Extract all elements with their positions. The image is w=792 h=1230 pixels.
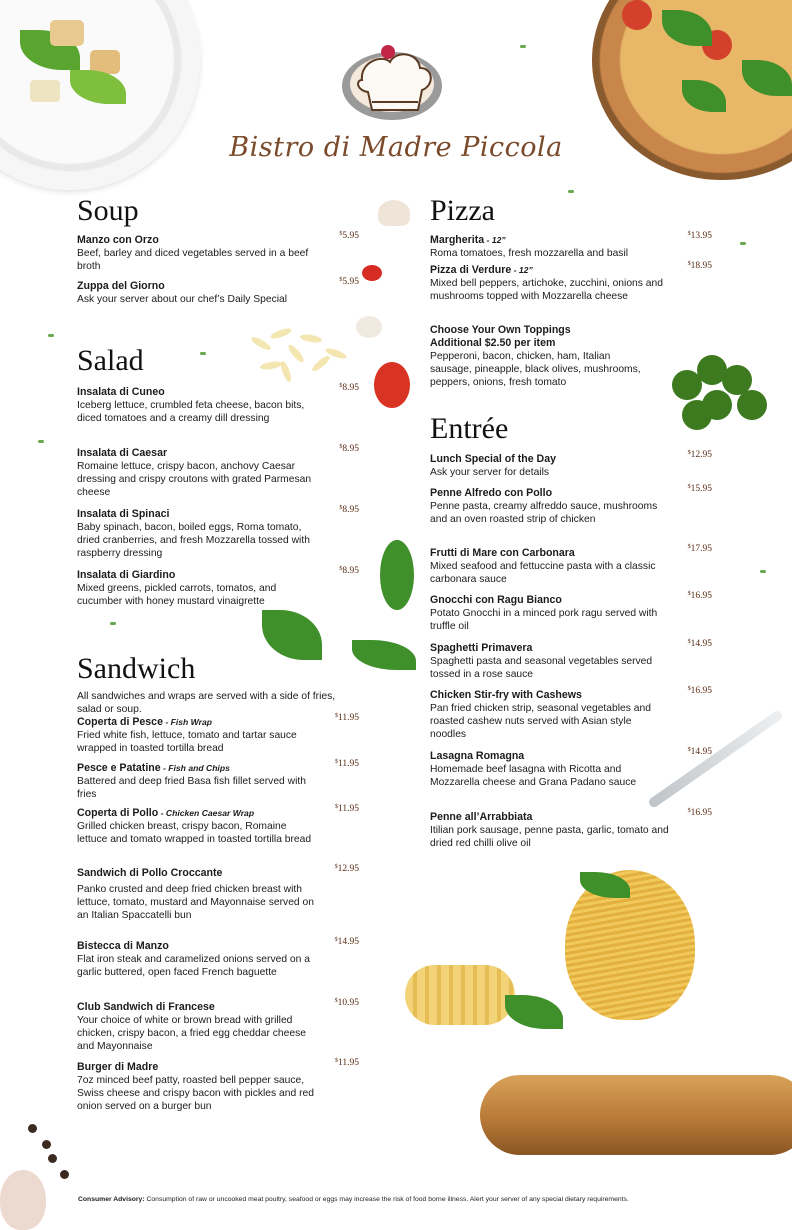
menu-item: [77, 277, 359, 306]
menu-item: [77, 505, 359, 560]
herb-crumb: [48, 334, 54, 337]
item-description: Spaghetti pasta and seasonal vegetables served tossed in a rose sauce: [430, 656, 653, 681]
item-name: [77, 762, 359, 775]
item-price: [339, 505, 359, 515]
menu-item: [77, 713, 359, 755]
item-price: [688, 484, 712, 494]
menu-item: [430, 324, 712, 389]
currency-symbol: $: [334, 759, 338, 765]
price-value: 14.95: [337, 937, 359, 947]
herb-crumb: [740, 242, 746, 245]
advisory-text: Consumption of raw or uncooked meat poultry, seafood or eggs may increase the risk of food borne illness. Alert your server of any special dietary requirements.: [144, 1196, 629, 1203]
item-description: Mixed bell peppers, artichoke, zucchini, onions and mushrooms topped with Mozzarella cheese: [430, 278, 663, 303]
price-value: 5.95: [342, 277, 359, 287]
item-name: Penne all’Arrabbiata: [430, 811, 533, 823]
item-name-text: Margherita: [430, 234, 485, 246]
price-value: 15.95: [690, 484, 712, 494]
item-name: Penne Alfredo con Pollo: [430, 487, 553, 499]
item-price: [688, 591, 712, 601]
currency-symbol: $: [687, 261, 691, 267]
currency-symbol: $: [334, 864, 338, 870]
advisory-label: Consumer Advisory:: [78, 1196, 145, 1203]
mushroom-image: [378, 200, 410, 226]
menu-item: [430, 808, 712, 850]
item-extra-charge: Additional $2.50 per item: [430, 337, 556, 349]
item-name: Manzo con Orzo: [77, 234, 159, 246]
item-price: [335, 937, 359, 947]
item-name: Choose Your Own Toppings: [430, 324, 571, 336]
item-name: [77, 807, 359, 820]
menu-item: [430, 544, 712, 586]
currency-symbol: $: [687, 231, 691, 237]
currency-symbol: $: [687, 639, 691, 645]
item-subtitle: - Chicken Caesar Wrap: [158, 808, 255, 818]
herb-crumb: [568, 190, 574, 193]
item-subtitle: - Fish Wrap: [162, 717, 212, 727]
item-name: Gnocchi con Ragu Bianco: [430, 594, 562, 606]
menu-item: [430, 639, 712, 681]
item-description: Romaine lettuce, crispy bacon, anchovy Caesar dressing and crispy croutons with grated Parmesan cheese: [77, 461, 312, 499]
cherry-tomato-image: [374, 362, 410, 408]
item-price: [688, 808, 712, 818]
item-description: Pepperoni, bacon, chicken, ham, Italian sausage, pineapple, black olives, mushrooms, peppers, onions, fresh tomato: [430, 351, 641, 389]
price-value: 8.95: [342, 505, 359, 515]
item-price: [339, 383, 359, 393]
item-description: Fried white fish, lettuce, tomato and tartar sauce wrapped in toasted tortilla bread: [77, 730, 297, 755]
item-name: Chicken Stir-fry with Cashews: [430, 689, 582, 701]
menu-item: [430, 261, 712, 303]
item-description: Ask your server about our chef’s Daily Special: [77, 294, 288, 305]
item-name: Bistecca di Manzo: [77, 940, 169, 952]
currency-symbol: $: [339, 383, 343, 389]
currency-symbol: $: [334, 937, 338, 943]
item-name: Insalata di Cuneo: [77, 386, 165, 398]
price-value: 11.95: [337, 1058, 359, 1068]
herb-crumb: [110, 622, 116, 625]
menu-item: [77, 566, 359, 608]
item-description: Flat iron steak and caramelized onions served on a garlic buttered, open faced French baguette: [77, 954, 310, 979]
item-name-text: Pesce e Patatine: [77, 762, 161, 774]
mushroom-slice-image: [356, 316, 382, 338]
currency-symbol: $: [339, 566, 343, 572]
herb-crumb: [520, 45, 526, 48]
item-name: Lunch Special of the Day: [430, 453, 556, 465]
chef-hat-logo-icon: [342, 40, 450, 124]
item-price: [335, 998, 359, 1008]
item-price: [688, 450, 712, 460]
spinach-leaf-image: [352, 640, 416, 670]
item-price: [688, 261, 712, 271]
price-value: 11.95: [337, 759, 359, 769]
item-name-text: Coperta di Pollo: [77, 807, 159, 819]
price-value: 12.95: [690, 450, 712, 460]
herb-crumb: [760, 570, 766, 573]
currency-symbol: $: [687, 591, 691, 597]
item-price: [339, 444, 359, 454]
sandwich-intro: All sandwiches and wraps are served with a side of fries, salad or soup.: [77, 691, 336, 715]
currency-symbol: $: [687, 686, 691, 692]
menu-item: [77, 804, 359, 846]
item-subtitle: - 12”: [511, 265, 533, 275]
sandwich-section: [77, 652, 359, 1113]
chili-image: [362, 265, 382, 281]
section-title-soup: Soup: [77, 194, 139, 227]
soup-section: [77, 194, 359, 305]
currency-symbol: $: [339, 231, 343, 237]
item-name: [430, 264, 712, 277]
item-name: Spaghetti Primavera: [430, 642, 533, 654]
item-name: Insalata di Caesar: [77, 447, 168, 459]
item-description: Itilian pork sausage, penne pasta, garlic, tomato and dried red chilli olive oil: [430, 825, 669, 850]
currency-symbol: $: [334, 998, 338, 1004]
menu-item: [77, 864, 359, 922]
currency-symbol: $: [687, 747, 691, 753]
section-title-sandwich: Sandwich: [77, 652, 196, 685]
menu-item: [430, 231, 712, 260]
currency-symbol: $: [687, 808, 691, 814]
currency-symbol: $: [339, 444, 343, 450]
item-description: Beef, barley and diced vegetables served in a beef broth: [77, 248, 309, 273]
price-value: 8.95: [342, 566, 359, 576]
item-description: Mixed seafood and fettuccine pasta with a classic carbonara sauce: [430, 561, 656, 586]
item-name: Insalata di Giardino: [77, 569, 176, 581]
item-name-text: Coperta di Pesce: [77, 716, 163, 728]
price-value: 11.95: [337, 804, 359, 814]
menu-item: [77, 231, 359, 273]
menu-item: [77, 937, 359, 979]
item-description: Ask your server for details: [430, 467, 550, 478]
price-value: 13.95: [690, 231, 712, 241]
item-subtitle: - 12”: [484, 235, 506, 245]
item-price: [688, 747, 712, 757]
menu-item: [77, 444, 359, 499]
item-price: [688, 686, 712, 696]
item-description: Grilled chicken breast, crispy bacon, Romaine lettuce and tomato wrapped in toasted tortilla bread: [77, 821, 312, 846]
item-price: [688, 231, 712, 241]
price-value: 16.95: [690, 686, 712, 696]
item-price: [335, 864, 359, 874]
price-value: 18.95: [690, 261, 712, 271]
section-title-pizza: Pizza: [430, 194, 495, 227]
item-price: [339, 231, 359, 241]
menu-item: [430, 686, 712, 741]
price-value: 11.95: [337, 713, 359, 723]
item-price: [688, 639, 712, 649]
item-name: [430, 234, 712, 247]
item-name: Club Sandwich di Francese: [77, 1001, 215, 1013]
price-value: 8.95: [342, 383, 359, 393]
menu-item: [77, 998, 359, 1053]
item-price: [335, 804, 359, 814]
item-description: Roma tomatoes, fresh mozzarella and basil: [430, 248, 629, 259]
price-value: 14.95: [690, 639, 712, 649]
menu-item: [430, 747, 712, 789]
item-name: Frutti di Mare con Carbonara: [430, 547, 575, 559]
menu-item: [77, 383, 359, 425]
price-value: 10.95: [337, 998, 359, 1008]
item-description: Panko crusted and deep fried chicken breast with lettuce, tomato, mustard and Mayonnaise served on an Italian Spaccatelli bun: [77, 884, 314, 922]
salad-section: [77, 344, 359, 608]
price-value: 17.95: [690, 544, 712, 554]
menu-item: [77, 759, 359, 801]
currency-symbol: $: [339, 277, 343, 283]
item-price: [688, 544, 712, 554]
item-name: Sandwich di Pollo Croccante: [77, 867, 223, 879]
item-description: Potato Gnocchi in a minced pork ragu served with truffle oil: [430, 608, 658, 633]
item-price: [335, 713, 359, 723]
currency-symbol: $: [687, 544, 691, 550]
item-price: [335, 759, 359, 769]
basil-leaf-image: [505, 995, 563, 1029]
item-description: Your choice of white or brown bread with grilled chicken, crispy bacon, a fried egg cheddar cheese and Mayonnaise: [77, 1015, 306, 1053]
currency-symbol: $: [334, 804, 338, 810]
item-description: Homemade beef lasagna with Ricotta and Mozzarella cheese and Grana Padano sauce: [430, 764, 637, 789]
item-name: Lasagna Romagna: [430, 750, 525, 762]
price-value: 14.95: [690, 747, 712, 757]
price-value: 16.95: [690, 808, 712, 818]
peppercorns-image: [20, 1120, 80, 1190]
item-description: Pan fried chicken strip, seasonal vegetables and roasted cashew nuts served with Asian style noodles: [430, 703, 651, 741]
gnocchi-image: [405, 965, 515, 1025]
item-description: Mixed greens, pickled carrots, tomatos, and cucumber with honey mustard vinaigrette: [77, 583, 277, 608]
item-subtitle: - Fish and Chips: [160, 763, 230, 773]
currency-symbol: $: [687, 450, 691, 456]
item-description: Penne pasta, creamy alfreddo sauce, mushrooms and an oven roasted strip of chicken: [430, 501, 658, 526]
menu-item: [430, 484, 712, 526]
item-name: Insalata di Spinaci: [77, 508, 170, 520]
pizza-section: [430, 194, 712, 389]
herb-crumb: [38, 440, 44, 443]
spinach-leaf-image: [380, 540, 414, 610]
item-price: [335, 1058, 359, 1068]
price-value: 16.95: [690, 591, 712, 601]
price-value: 8.95: [342, 444, 359, 454]
consumer-advisory: [78, 1196, 629, 1203]
item-description: Battered and deep fried Basa fish fillet served with fries: [77, 776, 306, 801]
baguette-image: [480, 1075, 792, 1155]
item-description: Baby spinach, bacon, boiled eggs, Roma tomato, dried cranberries, and fresh Mozzarella tossed with raspberry dressing: [77, 522, 310, 560]
menu-item: [430, 591, 712, 633]
price-value: 12.95: [337, 864, 359, 874]
item-name: Burger di Madre: [77, 1061, 159, 1073]
item-name: [77, 716, 359, 729]
item-name: Zuppa del Giorno: [77, 280, 165, 292]
currency-symbol: $: [334, 1058, 338, 1064]
menu-item: [430, 450, 712, 479]
entree-section: [430, 412, 712, 850]
spaghetti-image: [565, 870, 695, 1020]
currency-symbol: $: [687, 484, 691, 490]
restaurant-name: Bistro di Madre Piccola: [229, 132, 563, 163]
item-name-text: Pizza di Verdure: [430, 264, 512, 276]
item-price: [339, 566, 359, 576]
item-description: 7oz minced beef patty, roasted bell pepper sauce, Swiss cheese and crispy bacon with pickles and red onion served on a burger bun: [77, 1075, 314, 1113]
currency-symbol: $: [334, 713, 338, 719]
section-title-entree: Entrée: [430, 412, 509, 445]
currency-symbol: $: [339, 505, 343, 511]
item-description: Iceberg lettuce, crumbled feta cheese, bacon bits, diced tomatoes and a creamy dill dressing: [77, 400, 305, 425]
item-price: [339, 277, 359, 287]
section-title-salad: Salad: [77, 344, 144, 377]
menu-item: [77, 1058, 359, 1113]
price-value: 5.95: [342, 231, 359, 241]
